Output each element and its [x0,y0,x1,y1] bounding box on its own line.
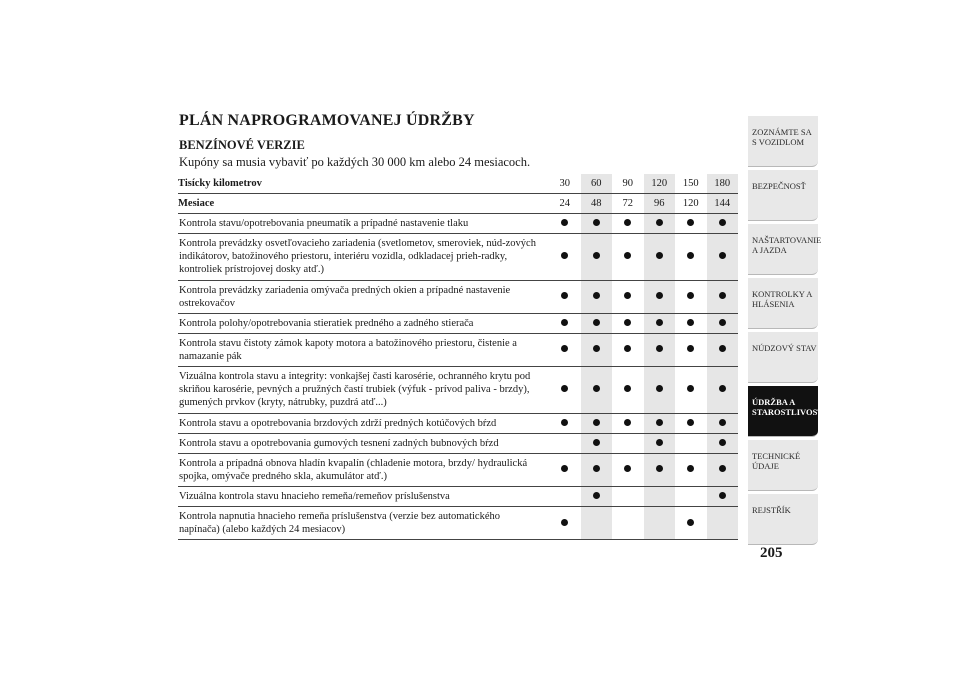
table-row [178,333,738,366]
check-dot-icon [593,219,600,226]
km-value: 30 [549,174,581,194]
interval-cell [612,507,644,540]
interval-cell [612,280,644,313]
check-dot-icon [561,252,568,259]
check-dot-icon [656,419,663,426]
table-row [178,313,738,333]
check-dot-icon [719,385,726,392]
check-dot-icon [624,345,631,352]
check-dot-icon [656,439,663,446]
interval-cell [549,453,581,486]
table-row [178,453,738,486]
check-dot-icon [561,319,568,326]
interval-cell [549,433,581,453]
check-dot-icon [561,219,568,226]
table-row [178,433,738,453]
interval-cell [675,280,707,313]
check-dot-icon [719,292,726,299]
months-value: 72 [612,194,644,214]
interval-cell [644,453,676,486]
task-description: Kontrola polohy/opotrebovania stieratiek predného a zadného stierača [178,313,549,333]
interval-cell [707,280,739,313]
interval-cell [549,413,581,433]
table-row [178,214,738,234]
check-dot-icon [561,345,568,352]
check-dot-icon [687,419,694,426]
interval-cell [549,367,581,413]
months-header-label: Mesiace [178,194,549,214]
months-value: 96 [644,194,676,214]
months-value: 144 [707,194,739,214]
interval-cell [707,234,739,280]
check-dot-icon [687,319,694,326]
interval-cell [675,333,707,366]
months-value: 48 [581,194,613,214]
interval-cell [549,313,581,333]
check-dot-icon [624,319,631,326]
check-dot-icon [593,439,600,446]
task-description: Vizuálna kontrola stavu a integrity: vonkajšej časti karosérie, ochranného krytu pod skriňou karosérie, pevných a pružných častí trubiek (výfuk - prívod paliva - brzdy), gumených prvkov (kryty, nátrubky, puzdrá atď...) [178,367,549,413]
check-dot-icon [561,465,568,472]
interval-cell [675,234,707,280]
interval-cell [581,333,613,366]
km-header-row [178,174,738,194]
check-dot-icon [656,319,663,326]
section-subtitle: BENZÍNOVÉ VERZIE [179,138,305,152]
maintenance-table-body [178,214,738,540]
interval-cell [644,413,676,433]
km-value: 90 [612,174,644,194]
intro-text: Kupóny sa musia vybaviť po každých 30 000 km alebo 24 mesiacoch. [179,155,531,169]
interval-cell [612,453,644,486]
interval-cell [581,313,613,333]
check-dot-icon [593,419,600,426]
months-header-row [178,194,738,214]
interval-cell [581,487,613,507]
km-value: 180 [707,174,739,194]
check-dot-icon [687,292,694,299]
sidebar-tab[interactable]: BEZPEČNOSŤ [748,170,818,221]
task-description: Kontrola stavu/opotrebovania pneumatík a prípadné nastavenie tlaku [178,214,549,234]
sidebar-tab[interactable]: NÚDZOVÝ STAV [748,332,818,383]
check-dot-icon [624,465,631,472]
interval-cell [675,487,707,507]
check-dot-icon [561,385,568,392]
maintenance-table [178,174,738,540]
task-description: Kontrola a prípadná obnova hladín kvapalín (chladenie motora, brzdy/ hydraulická spojka, omývače predného skla, akumulátor atď.) [178,453,549,486]
task-description: Kontrola prevádzky zariadenia omývača predných okien a prípadné nastavenie ostrekovačov [178,280,549,313]
km-value: 60 [581,174,613,194]
interval-cell [644,487,676,507]
check-dot-icon [719,319,726,326]
check-dot-icon [561,519,568,526]
interval-cell [675,367,707,413]
km-header-label: Tisícky kilometrov [178,174,549,194]
interval-cell [581,234,613,280]
interval-cell [581,367,613,413]
months-value: 120 [675,194,707,214]
task-description: Kontrola napnutia hnacieho remeňa príslušenstva (verzie bez automatického napínača) (alebo každých 24 mesiacov) [178,507,549,540]
interval-cell [644,313,676,333]
interval-cell [549,214,581,234]
interval-cell [707,453,739,486]
check-dot-icon [719,419,726,426]
check-dot-icon [687,519,694,526]
table-row [178,367,738,413]
sidebar-tab[interactable]: ÚDRŽBA A STAROSTLIVOSŤ [748,386,818,437]
interval-cell [612,413,644,433]
task-description: Vizuálna kontrola stavu hnacieho remeňa/remeňov príslušenstva [178,487,549,507]
interval-cell [707,214,739,234]
table-row [178,487,738,507]
interval-cell [549,333,581,366]
table-row [178,280,738,313]
interval-cell [644,333,676,366]
interval-cell [581,413,613,433]
sidebar-tab[interactable]: NAŠTARTOVANIE A JAZDA [748,224,818,275]
interval-cell [675,433,707,453]
interval-cell [581,280,613,313]
check-dot-icon [656,292,663,299]
task-description: Kontrola prevádzky osvetľovacieho zariadenia (svetlometov, smeroviek, núd-zových indikátorov, batožinového priestoru, interiéru vozidla, odkladacej prieh-radky, kontroliek prístrojovej dosky atď.) [178,234,549,280]
check-dot-icon [593,492,600,499]
check-dot-icon [687,465,694,472]
interval-cell [612,367,644,413]
check-dot-icon [624,219,631,226]
interval-cell [707,487,739,507]
check-dot-icon [593,292,600,299]
check-dot-icon [719,492,726,499]
sidebar-tab[interactable]: REJSTŘÍK [748,494,818,545]
check-dot-icon [593,252,600,259]
interval-cell [612,234,644,280]
task-description: Kontrola stavu a opotrebovania gumových tesnení zadných bubnových bŕzd [178,433,549,453]
interval-cell [644,433,676,453]
check-dot-icon [624,419,631,426]
interval-cell [707,367,739,413]
interval-cell [675,453,707,486]
interval-cell [644,234,676,280]
task-description: Kontrola stavu čistoty zámok kapoty motora a batožinového priestoru, čistenie a namazanie pák [178,333,549,366]
interval-cell [675,507,707,540]
task-description: Kontrola stavu a opotrebovania brzdových zdrží predných kotúčových bŕzd [178,413,549,433]
interval-cell [612,433,644,453]
interval-cell [675,413,707,433]
sidebar-tab[interactable]: TECHNICKÉ ÚDAJE [748,440,818,491]
interval-cell [644,280,676,313]
interval-cell [707,413,739,433]
interval-cell [644,214,676,234]
months-value: 24 [549,194,581,214]
interval-cell [549,487,581,507]
interval-cell [644,507,676,540]
interval-cell [549,234,581,280]
check-dot-icon [593,385,600,392]
interval-cell [612,214,644,234]
check-dot-icon [656,252,663,259]
interval-cell [675,214,707,234]
interval-cell [675,313,707,333]
interval-cell [644,367,676,413]
interval-cell [612,313,644,333]
check-dot-icon [656,345,663,352]
interval-cell [707,313,739,333]
check-dot-icon [593,465,600,472]
check-dot-icon [656,385,663,392]
interval-cell [549,507,581,540]
km-value: 150 [675,174,707,194]
check-dot-icon [656,219,663,226]
check-dot-icon [593,319,600,326]
check-dot-icon [687,219,694,226]
check-dot-icon [624,292,631,299]
km-value: 120 [644,174,676,194]
check-dot-icon [561,419,568,426]
check-dot-icon [687,345,694,352]
check-dot-icon [719,439,726,446]
interval-cell [581,453,613,486]
check-dot-icon [719,219,726,226]
check-dot-icon [561,292,568,299]
check-dot-icon [719,252,726,259]
interval-cell [707,433,739,453]
table-row [178,507,738,540]
sidebar-tab[interactable]: ZOZNÁMTE SA S VOZIDLOM [748,116,818,167]
check-dot-icon [624,252,631,259]
page-title: PLÁN NAPROGRAMOVANEJ ÚDRŽBY [179,112,475,129]
check-dot-icon [656,465,663,472]
interval-cell [549,280,581,313]
interval-cell [612,487,644,507]
interval-cell [581,214,613,234]
interval-cell [581,433,613,453]
check-dot-icon [624,385,631,392]
interval-cell [612,333,644,366]
check-dot-icon [719,345,726,352]
sidebar-tab[interactable]: KONTROLKY A HLÁSENIA [748,278,818,329]
interval-cell [707,507,739,540]
interval-cell [581,507,613,540]
table-row [178,413,738,433]
check-dot-icon [593,345,600,352]
interval-cell [707,333,739,366]
table-row [178,234,738,280]
check-dot-icon [687,385,694,392]
page-number: 205 [760,545,783,561]
check-dot-icon [687,252,694,259]
check-dot-icon [719,465,726,472]
